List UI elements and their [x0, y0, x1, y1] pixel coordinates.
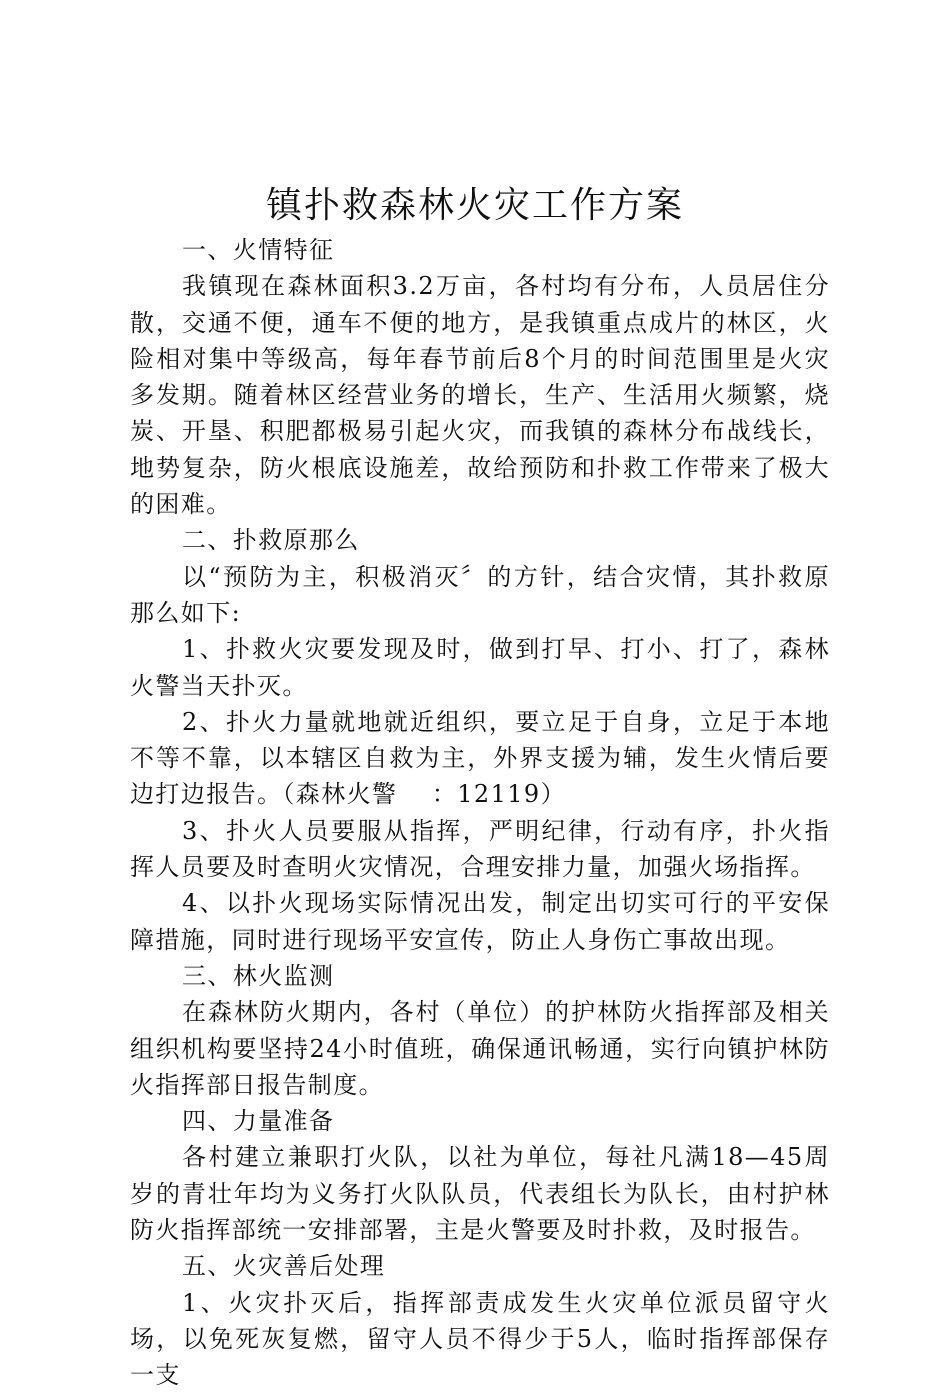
list-item: 2、扑火力量就地就近组织，要立足于自身，立足于本地不等不靠，以本辖区自救为主，外界支援为辅，发生火情后要边打边报告。（森林火警 ：12119）	[130, 707, 830, 809]
paragraph: 各村建立兼职打火队，以社为单位，每社凡满18—45周岁的青壮年均为义务打火队队员，代表组长为队长，由村护林防火指挥部统一安排部署，主是火警要及时扑救，及时报告。	[130, 1143, 830, 1245]
section-heading-rescue-principles: 二、扑救原那么	[182, 526, 360, 555]
section-heading-fire-monitoring: 三、林火监测	[182, 961, 335, 990]
list-item: 4、以扑火现场实际情况出发，制定出切实可行的平安保障措施，同时进行现场平安宣传，防止人身伤亡事故出现。	[130, 889, 830, 954]
paragraph: 在森林防火期内，各村（单位）的护林防火指挥部及相关组织机构要坚持24小时值班，确保通讯畅通，实行向镇护林防火指挥部日报告制度。	[130, 998, 830, 1099]
list-item: 1、火灾扑灭后，指挥部责成发生火灾单位派员留守火场，以免死灰复燃，留守人员不得少于5人，临时指挥部保存一支	[130, 1288, 830, 1390]
document-body	[130, 232, 830, 1394]
section-heading-force-preparation: 四、力量准备	[182, 1107, 335, 1136]
list-item: 1、扑救火灾要发现及时，做到打早、打小、打了，森林火警当天扑灭。	[130, 635, 830, 700]
section-heading-aftermath: 五、火灾善后处理	[182, 1252, 386, 1281]
paragraph: 我镇现在森林面积3.2万亩，各村均有分布，人员居住分散，交通不便，通车不便的地方，是我镇重点成片的林区，火险相对集中等级高，每年春节前后8个月的时间范围里是火灾多发期。随着林区经营业务的增长，生产、生活用火频繁，烧炭、开垦、积肥都极易引起火灾，而我镇的森林分布战线长，地势复杂，防火根底设施差，故给预防和扑救工作带来了极大的困难。	[130, 272, 830, 519]
document-title: 镇扑救森林火灾工作方案	[265, 185, 684, 226]
paragraph: 以“预防为主，积极消灭〞的方针，结合灾情，其扑救原那么如下:	[130, 562, 830, 627]
list-item: 3、扑火人员要服从指挥，严明纪律，行动有序，扑火指挥人员要及时查明火灾情况，合理安排力量，加强火场指挥。	[130, 816, 830, 882]
section-heading-fire-characteristics: 一、火情特征	[182, 236, 335, 264]
